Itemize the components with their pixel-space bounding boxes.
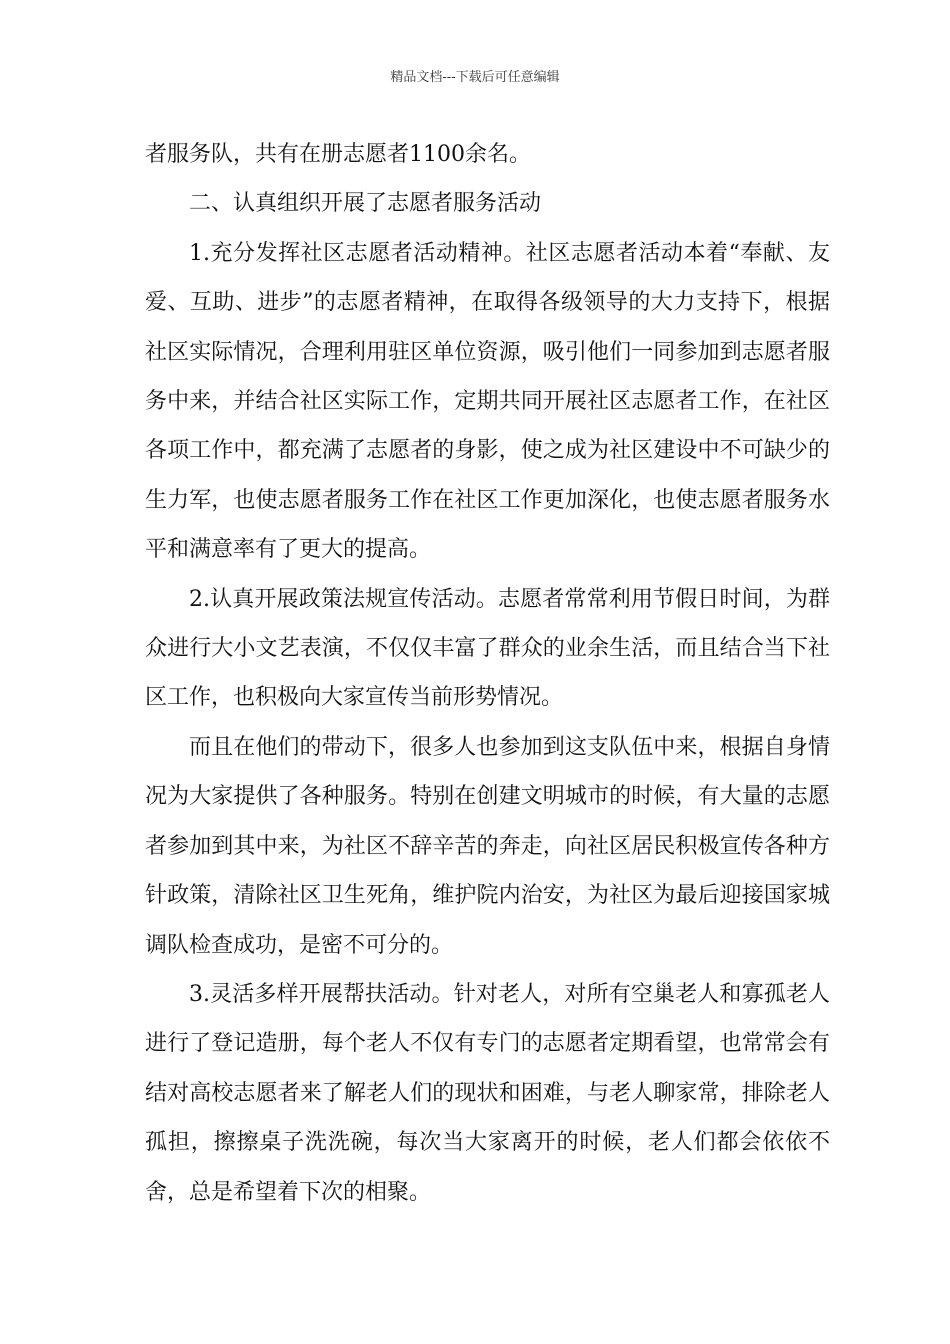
paragraph-item-2-continued: 而且在他们的带动下，很多人也参加到这支队伍中来，根据自身情况为大家提供了各种服务。特别在创建文明城市的时候，有大量的志愿者参加到其中来，为社区不辞辛苦的奔走，向社区居民积极宣传各种方针政策，清除社区卫生死角，维护院内治安，为社区为最后迎接国家城调队检查成功，是密不可分的。 [145, 734, 830, 958]
paragraph-item-1: 1.充分发挥社区志愿者活动精神。社区志愿者活动本着“奉献、友爱、互助、进步”的志愿者精神，在取得各级领导的大力支持下，根据社区实际情况，合理利用驻区单位资源，吸引他们一同参加到志愿者服务中来，并结合社区实际工作，定期共同开展社区志愿者工作，在社区各项工作中，都充满了志愿者的身影，使之成为社区建设中不可缺少的生力军，也使志愿者服务工作在社区工作更加深化，也使志愿者服务水平和满意率有了更大的提高。 [145, 240, 830, 563]
section-heading: 二、认真组织开展了志愿者服务活动 [189, 191, 542, 217]
paragraph-continuation: 者服务队，共有在册志愿者1100余名。 [145, 142, 531, 167]
paragraph-item-2: 2.认真开展政策法规宣传活动。志愿者常常利用节假日时间，为群众进行大小文艺表演，不仅仅丰富了群众的业余生活，而且结合当下社区工作，也积极向大家宣传当前形势情况。 [145, 586, 830, 711]
document-body [145, 130, 830, 1217]
page-header: 精品文档---下载后可任意编辑 [390, 70, 560, 85]
paragraph-item-3: 3.灵活多样开展帮扶活动。针对老人，对所有空巢老人和寡孤老人进行了登记造册，每个老人不仅有专门的志愿者定期看望，也常常会有结对高校志愿者来了解老人们的现状和困难，与老人聊家常，排除老人孤担，擦擦桌子洗洗碗，每次当大家离开的时候，老人们都会依依不舍，总是希望着下次的相聚。 [145, 981, 830, 1205]
